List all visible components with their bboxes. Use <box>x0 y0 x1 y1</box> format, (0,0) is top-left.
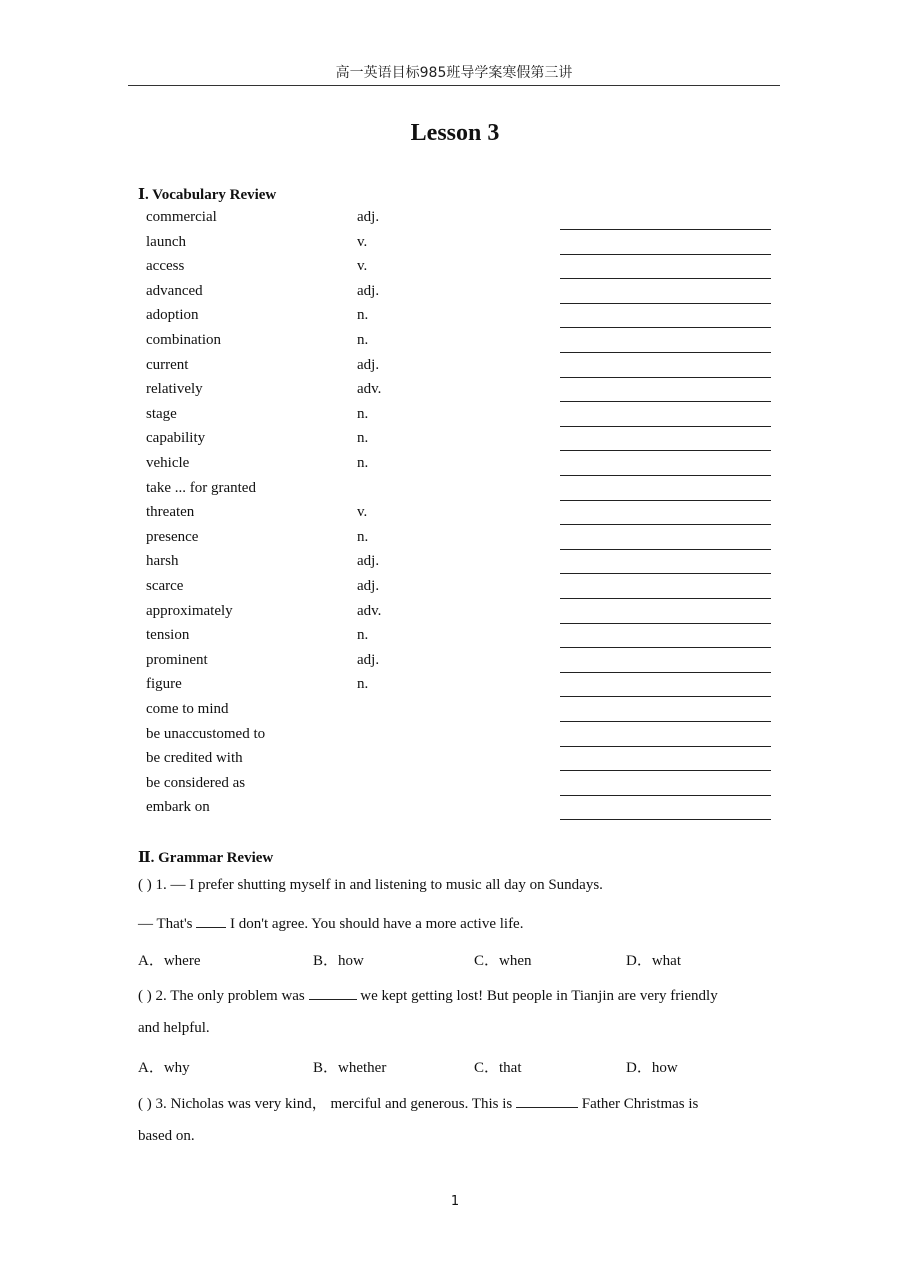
answer-line[interactable] <box>560 303 771 304</box>
vocab-word: combination <box>146 332 221 348</box>
question-2-text-before: ( ) 2. The only problem was <box>138 988 309 1004</box>
vocab-word: threaten <box>146 504 195 521</box>
answer-blank[interactable] <box>196 913 226 928</box>
vocab-part-of-speech: n. <box>357 307 369 324</box>
grammar-section-heading: Ⅱ. Grammar Review <box>138 850 274 866</box>
vocab-row <box>0 553 910 578</box>
answer-line[interactable] <box>560 254 771 255</box>
question-2-line-1 <box>138 985 718 1005</box>
question-3-line-2: based on. <box>138 1128 195 1144</box>
vocab-row <box>0 578 910 603</box>
vocab-part-of-speech: v. <box>357 258 368 275</box>
answer-line[interactable] <box>560 229 771 230</box>
vocab-row <box>0 381 910 406</box>
answer-line[interactable] <box>560 770 771 771</box>
page-title: Lesson 3 <box>410 120 500 146</box>
answer-line[interactable] <box>560 598 771 599</box>
option-c: C．when <box>474 953 532 969</box>
vocab-row <box>0 504 910 529</box>
vocab-part-of-speech: n. <box>357 455 369 471</box>
vocab-word: approximately <box>146 602 233 619</box>
vocab-row <box>0 676 910 701</box>
vocab-row <box>0 209 910 234</box>
page-number: 1 <box>450 1194 460 1209</box>
vocab-part-of-speech: adj. <box>357 209 380 225</box>
vocab-row <box>0 307 910 332</box>
vocab-part-of-speech: adj. <box>357 553 380 570</box>
vocab-part-of-speech: n. <box>357 528 369 545</box>
vocab-word: scarce <box>146 578 184 594</box>
answer-line[interactable] <box>560 450 771 451</box>
vocab-word: launch <box>146 233 186 250</box>
vocab-word: prominent <box>146 651 208 668</box>
answer-blank[interactable] <box>309 985 357 1000</box>
option-b: B．whether <box>313 1060 387 1076</box>
vocab-word: vehicle <box>146 455 190 471</box>
answer-line[interactable] <box>560 401 771 402</box>
vocab-word: figure <box>146 676 182 693</box>
option-d: D．what <box>626 953 681 969</box>
vocab-word: be credited with <box>146 750 243 767</box>
vocab-row <box>0 750 910 775</box>
option-d: D．how <box>626 1060 678 1076</box>
answer-line[interactable] <box>560 746 771 747</box>
answer-line[interactable] <box>560 647 771 648</box>
vocab-row <box>0 529 910 554</box>
vocab-word: be unaccustomed to <box>146 725 266 742</box>
vocab-row <box>0 775 910 800</box>
answer-line[interactable] <box>560 623 771 624</box>
vocab-row <box>0 283 910 308</box>
question-1-text-after: I don't agree. You should have a more active life. <box>226 916 524 932</box>
question-3-line-1 <box>138 1092 698 1113</box>
vocab-row <box>0 430 910 455</box>
vocab-part-of-speech: adj. <box>357 578 380 594</box>
vocab-part-of-speech: n. <box>357 430 369 447</box>
answer-line[interactable] <box>560 524 771 525</box>
vocab-row <box>0 234 910 259</box>
option-b: B．how <box>313 953 364 969</box>
vocab-part-of-speech: n. <box>357 676 369 693</box>
answer-line[interactable] <box>560 327 771 328</box>
vocab-part-of-speech: adj. <box>357 651 380 668</box>
vocab-word: stage <box>146 405 177 422</box>
answer-line[interactable] <box>560 377 771 378</box>
vocab-part-of-speech: v. <box>357 233 368 250</box>
vocab-word: relatively <box>146 381 203 398</box>
vocab-row <box>0 406 910 431</box>
vocab-row <box>0 652 910 677</box>
vocab-row <box>0 258 910 283</box>
vocab-word: harsh <box>146 553 179 570</box>
vocab-row <box>0 357 910 382</box>
vocab-row <box>0 603 910 628</box>
question-3-text-after: Father Christmas is <box>577 1096 699 1112</box>
answer-line[interactable] <box>560 819 771 820</box>
vocab-section-heading: Ⅰ. Vocabulary Review <box>138 187 277 203</box>
vocab-part-of-speech: n. <box>357 332 369 348</box>
answer-line[interactable] <box>560 352 771 353</box>
answer-line[interactable] <box>560 549 771 550</box>
vocab-word: capability <box>146 430 206 447</box>
question-1-line-2 <box>138 913 523 933</box>
answer-line[interactable] <box>560 573 771 574</box>
answer-line[interactable] <box>560 721 771 722</box>
answer-line[interactable] <box>560 475 771 476</box>
answer-line[interactable] <box>560 696 771 697</box>
answer-line[interactable] <box>560 795 771 796</box>
vocab-part-of-speech: adj. <box>357 282 380 299</box>
option-a: A．where <box>138 953 201 969</box>
vocab-part-of-speech: adj. <box>357 356 380 373</box>
question-2-line-2: and helpful. <box>138 1020 210 1036</box>
vocab-row <box>0 627 910 652</box>
vocab-row <box>0 455 910 480</box>
answer-line[interactable] <box>560 500 771 501</box>
vocab-word: advanced <box>146 282 203 299</box>
vocab-word: adoption <box>146 307 199 324</box>
vocab-part-of-speech: adv. <box>357 381 382 398</box>
header-divider <box>128 85 780 86</box>
vocab-row <box>0 480 910 505</box>
vocab-part-of-speech: adv. <box>357 602 382 619</box>
page-header: 高一英语目标985班导学案寒假第三讲 <box>335 65 573 81</box>
question-3-text-before: ( ) 3. Nicholas was very kind， merciful and generous. This is <box>138 1096 516 1112</box>
answer-line[interactable] <box>560 672 771 673</box>
vocab-row <box>0 726 910 751</box>
vocab-word: tension <box>146 627 190 644</box>
option-c: C．that <box>474 1060 522 1076</box>
question-1-text-before: — That's <box>138 916 197 932</box>
vocab-row <box>0 701 910 726</box>
vocab-word: commercial <box>146 209 217 225</box>
vocab-word: be considered as <box>146 774 246 791</box>
question-2-options <box>138 1056 788 1076</box>
answer-line[interactable] <box>560 426 771 427</box>
vocab-part-of-speech: n. <box>357 405 369 422</box>
vocab-word: take ... for granted <box>146 479 256 496</box>
vocab-word: access <box>146 258 185 275</box>
vocab-word: current <box>146 356 189 373</box>
vocab-row <box>0 799 910 824</box>
question-2-text-after: we kept getting lost! But people in Tianjin are very friendly <box>356 988 718 1004</box>
vocab-word: embark on <box>146 799 210 816</box>
answer-line[interactable] <box>560 278 771 279</box>
option-a: A．why <box>138 1060 190 1076</box>
question-1-options <box>138 949 788 969</box>
vocab-part-of-speech: v. <box>357 504 368 521</box>
vocab-word: presence <box>146 528 199 545</box>
answer-blank[interactable] <box>516 1093 578 1108</box>
vocab-part-of-speech: n. <box>357 627 369 644</box>
vocab-word: come to mind <box>146 701 229 717</box>
vocab-row <box>0 332 910 357</box>
question-1-line-1: ( ) 1. — I prefer shutting myself in and listening to music all day on Sundays. <box>138 877 603 893</box>
